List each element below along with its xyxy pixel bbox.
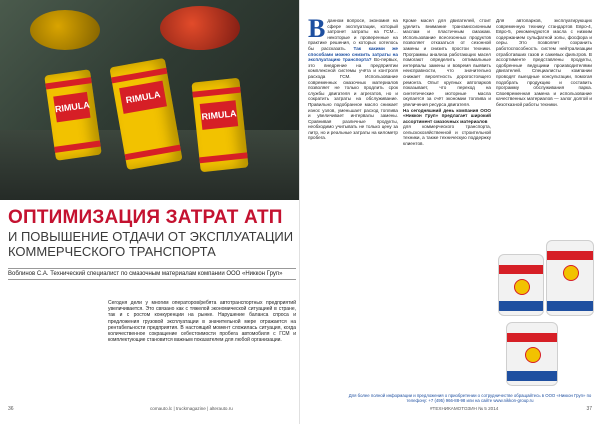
column-3-body: Для автопарков, эксплуатирующих современную технику стандартов Евро-4, Евро-5, рекомендуются масла с низким содержанием сульфатной золы, фосфора и серы. Это позволяет сохранить работоспособность систем нейтрализации отработавших газов и сажевых фильтров. В ассортименте представлены продукты, одобренные ведущими производителями двигателей. Специалисты компании проводят выездные консультации, помогая подобрать продукцию и составить программу обслуживания парка. Своевременная замена и использование качественных материалов — залог долгой и безотказной работы техники. [496,18,592,107]
column-1-body: Во-первых, это внедрение на предприятии комплексной системы учёта и контроля расхода ГСМ. Использование современных смазочных материалов позволяет не только продлить срок службы двигателя и агрегатов, но и сократить затраты на обслуживание. Правильно подобранное масло снижает износ узлов, уменьшает расход топлива и увеличивает интервалы замены. Сравнивая различные продукты, необходимо учитывать не только цену за литр, но и реальные затраты на километр пробега. [308,57,399,141]
shell-logo-icon [563,265,579,281]
canister-strip [547,251,593,260]
headline-sub-1: И ПОВЫШЕНИЕ ОТДАЧИ ОТ ЭКСПЛУАТАЦИИ [8,229,294,244]
canister-strip [499,265,543,274]
column-2-body: Кроме масел для двигателей, стоит уделить внимание трансмиссионным маслам и пластичным смазкам. Использование всесезонных продуктов позволяет отказаться от сезонной замены и снизить простои техники. Программы анализа работающих масел помогают определить оптимальные интервалы замены и вовремя выявить неисправности, что значительно снижает вероятность дорогостоящего ремонта. Опыт крупных автопарков показывает, что переход на синтетические моторные масла окупается за счёт экономии топлива и увеличения ресурса двигателя. [403,18,491,107]
oil-drum [191,78,248,173]
shell-logo-icon [525,347,541,363]
drop-cap: В [308,14,326,43]
drum-band [54,141,100,153]
barrel-top [160,6,240,50]
oil-canister [546,240,594,316]
drum-band [192,87,240,98]
page-runner: #ТЕХНИКАМОТОЗИН № 5 2014 [430,406,499,411]
column-2-tail: для коммерческого транспорта, сельскохозяйственной и строительной техники, а также техническую поддержку клиентов. [403,124,491,147]
contact-footnote: Для более полной информации и предложения о приобретении о сотрудничестве обращайтесь в ООО «Никкон Груп» по телефону: +7 (495) 966-88-98 или на сайте www.nikkon-group.ru [348,393,592,403]
page-runner: comauto.lc | truckmagazine | alterauto.ru [150,406,233,411]
author-line: Воблинов С.А. Технический специалист по смазочным материалам компании ООО «Никкон Груп» [8,268,296,280]
right-page [300,0,600,424]
column-1-intro: некоторые и проверенные на практике решения, о которых хотелось бы рассказать. [308,34,398,51]
text-column-1 [308,14,399,141]
drum-label: RIMULA [53,92,90,122]
lead-paragraph: Сегодня дели у многим операторов/ребята автотранспортных предприятий увеличивается. Это связано как с тяжелой экономической ситуацией в стране, так и с ростом конкуренции на рынке. Нарушение баланса спроса и предложения грузовой эксплуатации в значительной мере отражается на рентабельности предприятия. В настоящий момент сложилась ситуация, когда количественное сокращение себестоимости пробега автомобиля с ГСМ и комплектующие становится важным показателем для любой организации. [108,300,296,344]
canister-band [499,301,543,311]
oil-canister [506,322,558,386]
text-column-2 [403,18,491,147]
barrel-top [30,10,100,50]
canister-band [547,301,593,311]
column-2-subhead: На сегодняшний день компания ООО «Никкон Груп» предлагает широкий ассортимент смазочных материалов [403,107,491,124]
canister-strip [507,333,557,342]
product-cans [496,190,596,390]
oil-canister [498,254,544,316]
headline-main: ОПТИМИЗАЦИЯ ЗАТРАТ АТП [8,207,283,228]
drum-band [199,152,247,163]
article-headline [8,208,298,258]
page-number: 36 [8,406,14,412]
drum-label: RIMULA [200,100,239,130]
hero-photo [0,0,300,200]
column-1-text: данном вопросе, экономия на сфере эксплуатации, который затронет затраты на ГСМ… [327,18,398,35]
drum-band [45,77,91,89]
text-column-3 [496,18,592,108]
drum-band [125,145,181,161]
page-number: 37 [586,406,592,412]
column-1-highlight: Так какими же способами можно снизить затраты на эксплуатацию транспорта? [308,45,398,63]
headline-sub-2: КОММЕРЧЕСКОГО ТРАНСПОРТА [8,244,216,259]
shell-logo-icon [514,279,530,295]
canister-band [507,371,557,381]
drum-label: RIMULA [119,81,167,114]
